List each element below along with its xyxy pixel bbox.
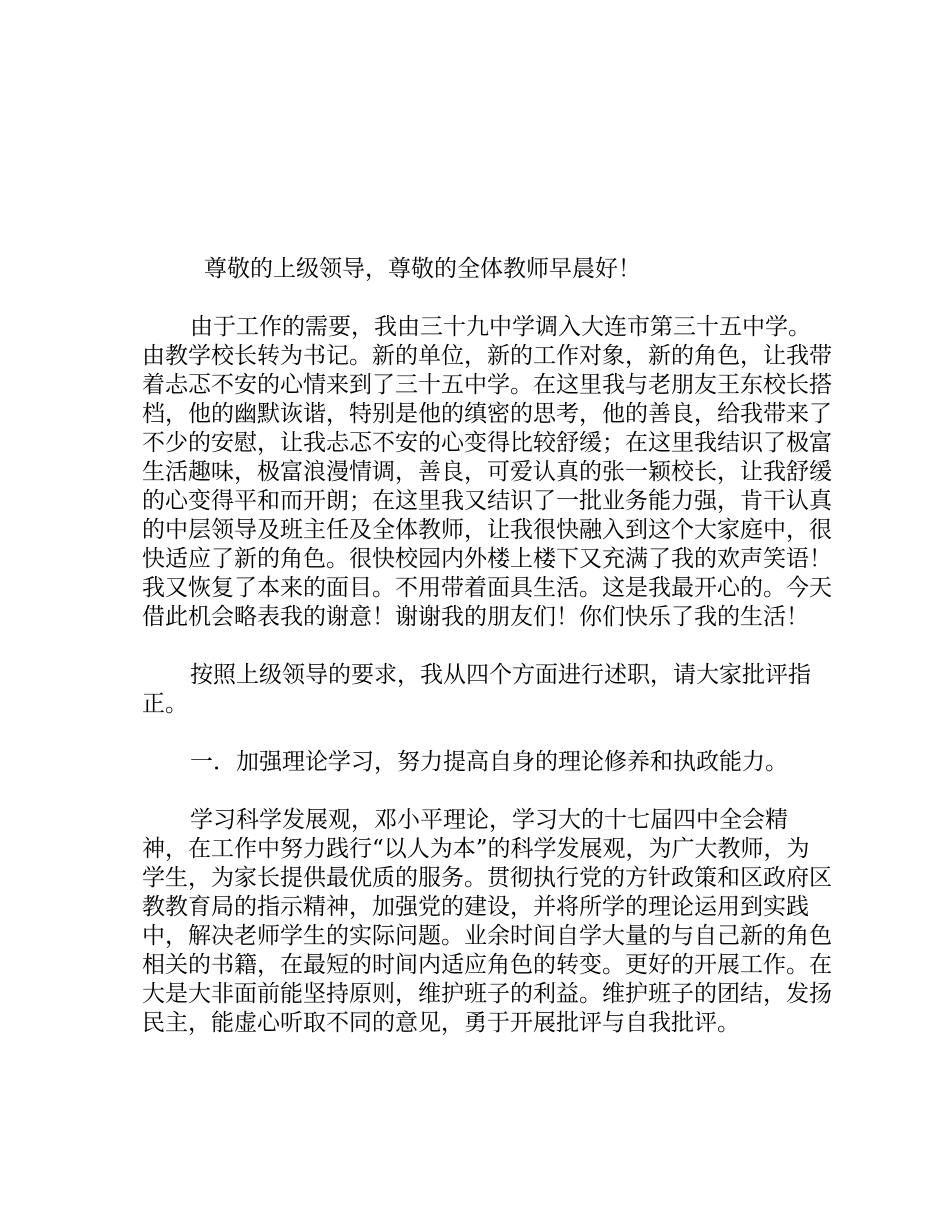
paragraph-theory-study: 学习科学发展观，邓小平理论，学习大的十七届四中全会精神，在工作中努力践行“以人为本”的科学发展观，为广大教师，为学生，为家长提供最优质的服务。贯彻执行党的方针政策和区政府区教教育局的指示精神，加强党的建设，并将所学的理论运用到实践中，解决老师学生的实际问题。业余时间自学大量的与自己新的角色相关的书籍，在最短的时间内适应角色的转变。更好的开展工作。在大是大非面前能坚持原则，维护班子的利益。维护班子的团结，发扬民主，能虚心听取不同的意见，勇于开展批评与自我批评。: [142, 807, 832, 1036]
greeting-line: 尊敬的上级领导，尊敬的全体教师早晨好！: [204, 256, 641, 282]
section-heading-one: 一．加强理论学习，努力提高自身的理论修养和执政能力。: [190, 749, 788, 775]
paragraph-outline: 按照上级领导的要求，我从四个方面进行述职，请大家批评指正。: [142, 662, 811, 717]
paragraph-spacer: [142, 719, 832, 748]
document-body: [142, 255, 832, 1038]
paragraph-spacer: [142, 284, 832, 313]
paragraph-introduction: 由于工作的需要，我由三十九中学调入大连市第三十五中学。由教学校长转为书记。新的单位，新的工作对象，新的角色，让我带着忐忑不安的心情来到了三十五中学。在这里我与老朋友王东校长搭档，他的幽默诙谐，特别是他的缜密的思考，他的善良，给我带来了不少的安慰，让我忐忑不安的心变得比较舒缓；在这里我结识了极富生活趣味，极富浪漫情调，善良，可爱认真的张一颖校长，让我舒缓的心变得平和而开朗；在这里我又结识了一批业务能力强，肯干认真的中层领导及班主任及全体教师，让我很快融入到这个大家庭中，很快适应了新的角色。很快校园内外楼上楼下又充满了我的欢声笑语！我又恢复了本来的面目。不用带着面具生活。这是我最开心的。今天借此机会略表我的谢意！谢谢我的朋友们！你们快乐了我的生活！: [142, 314, 832, 630]
paragraph-spacer: [142, 632, 832, 661]
paragraph-spacer: [142, 777, 832, 806]
